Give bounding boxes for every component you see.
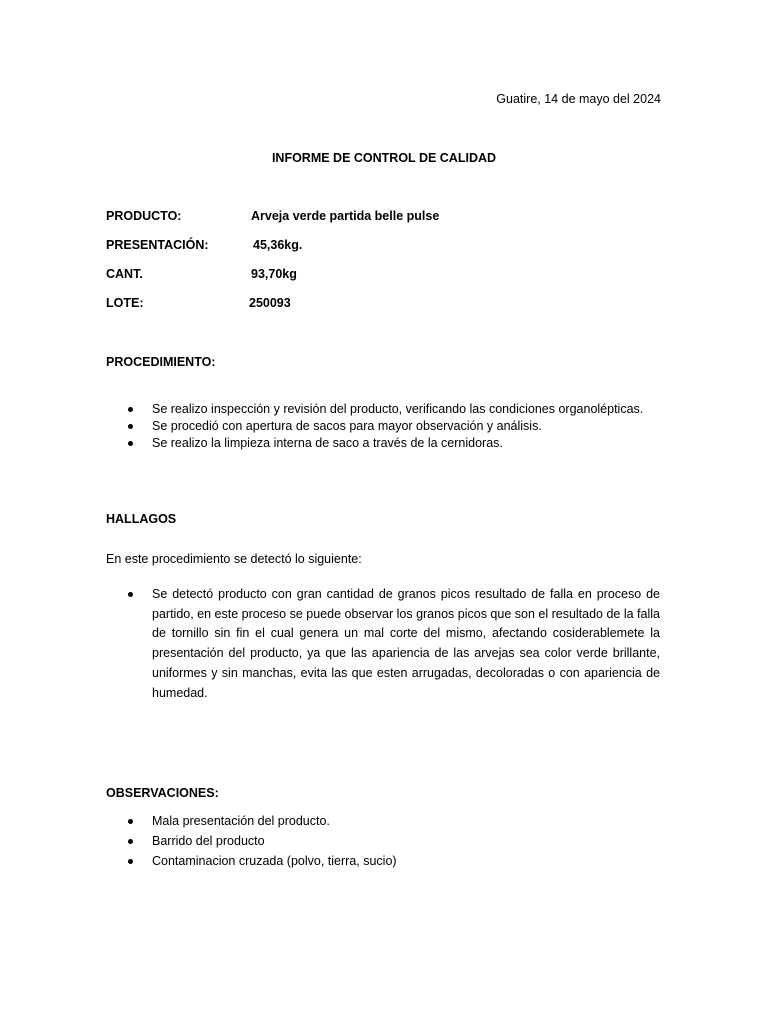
list-item: Se procedió con apertura de sacos para mayor observación y análisis.	[106, 419, 643, 436]
producto-value: Arveja verde partida belle pulse	[251, 209, 440, 223]
producto-label: PRODUCTO:	[106, 209, 182, 223]
list-item: Barrido del producto	[106, 834, 397, 854]
bullet-icon	[128, 441, 133, 446]
bullet-icon	[128, 407, 133, 412]
list-item: Mala presentación del producto.	[106, 814, 397, 834]
bullet-icon	[128, 592, 133, 597]
list-item: Contaminacion cruzada (polvo, tierra, sucio)	[106, 854, 397, 874]
lote-label: LOTE:	[106, 296, 144, 310]
hallagos-heading: HALLAGOS	[106, 512, 177, 526]
bullet-icon	[128, 424, 133, 429]
presentacion-value: 45,36kg.	[253, 238, 303, 252]
list-item: Se realizo la limpieza interna de saco a través de la cernidoras.	[106, 436, 643, 453]
lote-value: 250093	[249, 296, 291, 310]
cant-value: 93,70kg	[251, 267, 297, 281]
bullet-icon	[128, 839, 133, 844]
observaciones-list	[106, 814, 397, 874]
hallagos-finding: Se detectó producto con gran cantidad de granos picos resultado de falla en proceso de partido, en este proceso se puede observar los granos picos que son el resultado de la falla de tornillo sin fin el cual genera un mal corte del mismo, afectando cosiderablemete la presentación del producto, ya que las apariencia de las arvejas sea color verde brillante, uniformes y sin manchas, evita las que esten arrugadas, decoloradas o con apariencia de humedad.	[152, 587, 660, 700]
procedimiento-list	[106, 402, 643, 453]
list-item: Se realizo inspección y revisión del producto, verificando las condiciones organolépticas.	[106, 402, 643, 419]
bullet-icon	[128, 819, 133, 824]
bullet-icon	[128, 859, 133, 864]
hallagos-intro: En este procedimiento se detectó lo siguiente:	[106, 552, 362, 566]
document-title: INFORME DE CONTROL DE CALIDAD	[271, 151, 497, 165]
presentacion-label: PRESENTACIÓN:	[106, 238, 209, 252]
procedimiento-heading: PROCEDIMIENTO:	[106, 355, 216, 369]
cant-label: CANT.	[106, 267, 143, 281]
observaciones-heading: OBSERVACIONES:	[106, 786, 219, 800]
document-date: Guatire, 14 de mayo del 2024	[496, 92, 661, 106]
